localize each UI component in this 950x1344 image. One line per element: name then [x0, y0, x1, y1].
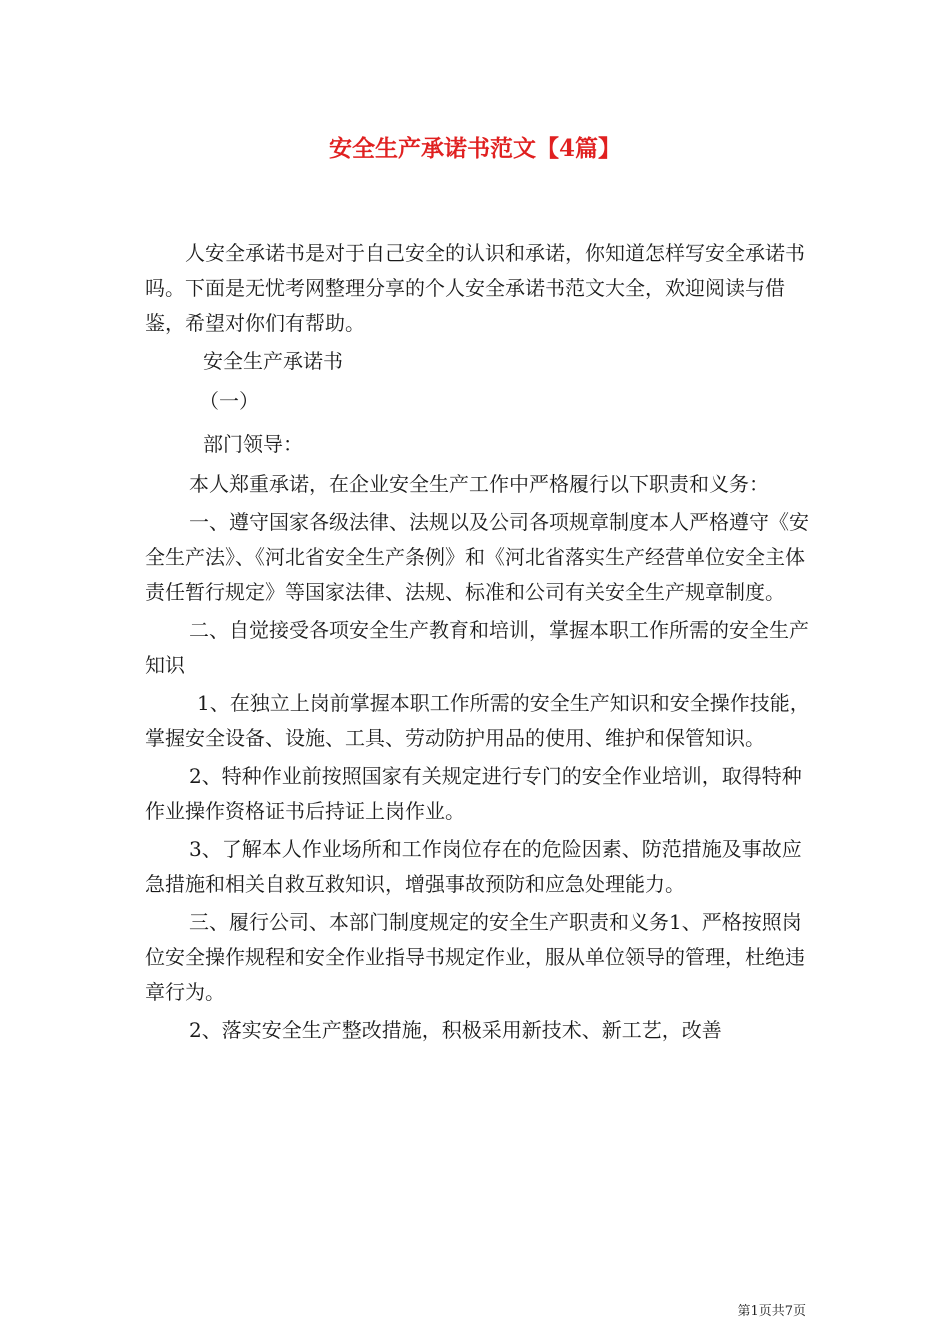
- clause-2-item-2: 2、特种作业前按照国家有关规定进行专门的安全作业培训，取得特种作业操作资格证书后持证上岗作业。: [145, 764, 802, 823]
- clause-2-item-3: 3、了解本人作业场所和工作岗位存在的危险因素、防范措施及事故应急措施和相关自救互救知识，增强事故预防和应急处理能力。: [145, 837, 802, 896]
- document-title: 安全生产承诺书范文【4篇】: [328, 135, 621, 162]
- page-footer: 第1页共7页: [737, 1304, 806, 1319]
- clause-3-item-2: 2、落实安全生产整改措施，积极采用新技术、新工艺，改善: [189, 1018, 722, 1042]
- section-heading: 安全生产承诺书: [203, 349, 343, 373]
- clause-2-item-1: 1、在独立上岗前掌握本职工作所需的安全生产知识和安全操作技能，掌握安全设备、设施、工具、劳动防护用品的使用、维护和保管知识。: [145, 691, 810, 750]
- clause-3: 三、履行公司、本部门制度规定的安全生产职责和义务1、严格按照岗位安全操作规程和安全作业指导书规定作业，服从单位领导的管理，杜绝违章行为。: [145, 910, 805, 1004]
- salutation: 部门领导：: [203, 432, 303, 456]
- section-number: （一）: [199, 389, 259, 413]
- clause-1: 一、遵守国家各级法律、法规以及公司各项规章制度本人严格遵守《安全生产法》、《河北省安全生产条例》和《河北省落实生产经营单位安全主体责任暂行规定》等国家法律、法规、标准和公司有关安全生产规章制度。: [145, 510, 809, 604]
- pledge-statement: 本人郑重承诺，在企业安全生产工作中严格履行以下职责和义务：: [189, 472, 769, 496]
- document-body: [145, 236, 810, 1051]
- clause-2: 二、自觉接受各项安全生产教育和培训，掌握本职工作所需的安全生产知识: [145, 618, 809, 677]
- intro-paragraph: 人安全承诺书是对于自己安全的认识和承诺，你知道怎样写安全承诺书吗。下面是无忧考网整理分享的个人安全承诺书范文大全，欢迎阅读与借鉴，希望对你们有帮助。: [145, 241, 805, 335]
